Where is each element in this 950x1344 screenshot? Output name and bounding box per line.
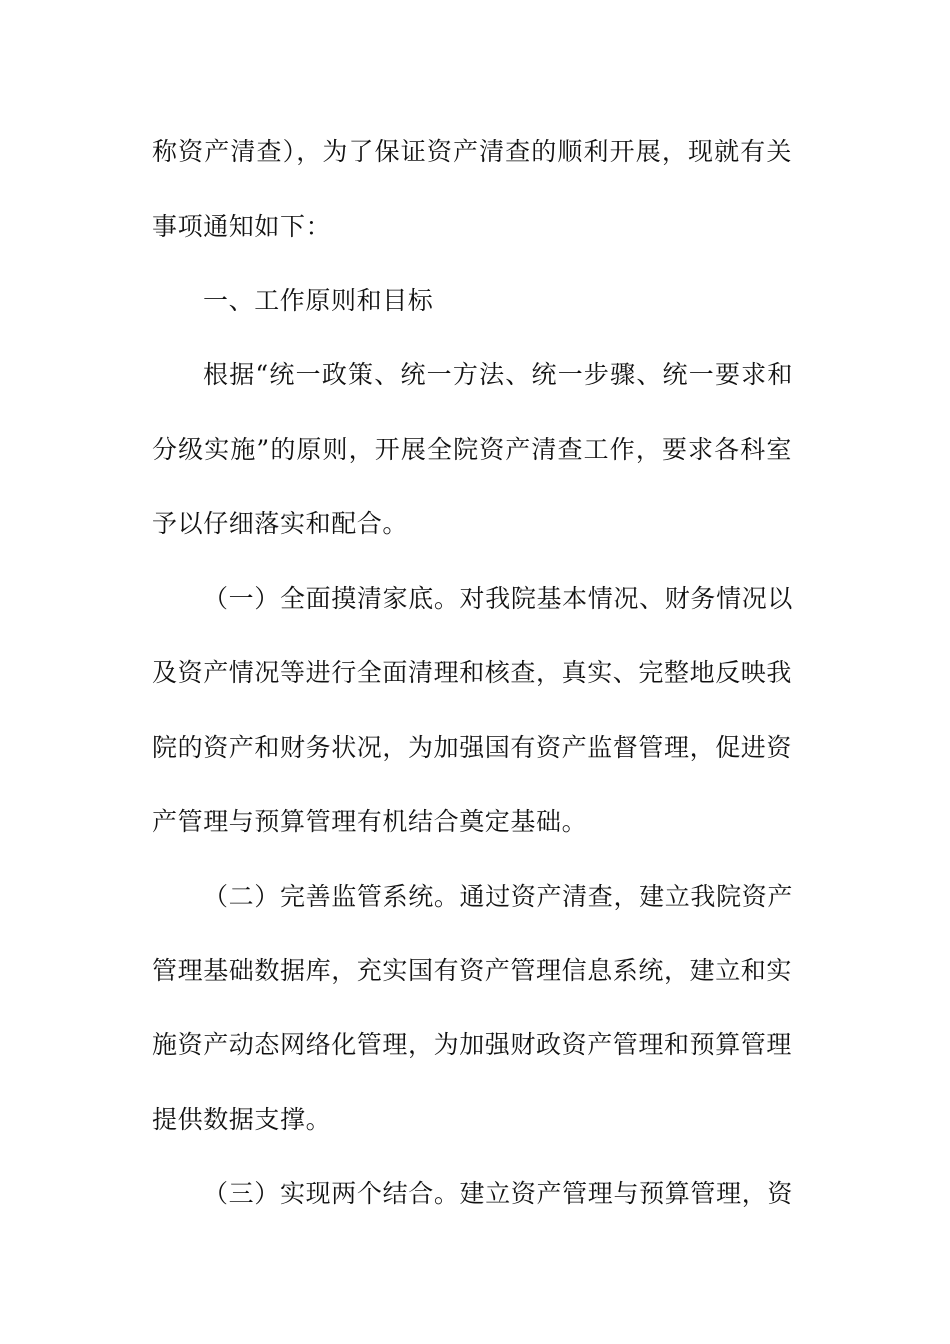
section-heading: 一、工作原则和目标	[203, 286, 434, 315]
text-line-8: 及资产情况等进行全面清理和核查，真实、完整地反映我	[152, 658, 793, 687]
text-line-9: 院的资产和财务状况，为加强国有资产监督管理，促进资	[152, 733, 793, 762]
text-line-6: 予以仔细落实和配合。	[152, 509, 409, 538]
text-line-2: 事项通知如下：	[152, 212, 332, 241]
text-line-15: （三）实现两个结合。建立资产管理与预算管理，资	[203, 1179, 793, 1208]
text-line-5: 分级实施”的原则，开展全院资产清查工作，要求各科室	[152, 435, 792, 464]
text-line-1: 称资产清查），为了保证资产清查的顺利开展，现就有关	[152, 137, 792, 166]
text-line-13: 施资产动态网络化管理，为加强财政资产管理和预算管理	[152, 1030, 793, 1059]
text-line-4: 根据“统一政策、统一方法、统一步骤、统一要求和	[203, 360, 793, 389]
text-line-14: 提供数据支撑。	[152, 1105, 332, 1134]
text-line-12: 管理基础数据库，充实国有资产管理信息系统，建立和实	[152, 956, 793, 985]
text-line-7: （一）全面摸清家底。对我院基本情况、财务情况以	[203, 584, 793, 613]
text-line-10: 产管理与预算管理有机结合奠定基础。	[152, 807, 588, 836]
text-line-11: （二）完善监管系统。通过资产清查，建立我院资产	[203, 882, 793, 911]
